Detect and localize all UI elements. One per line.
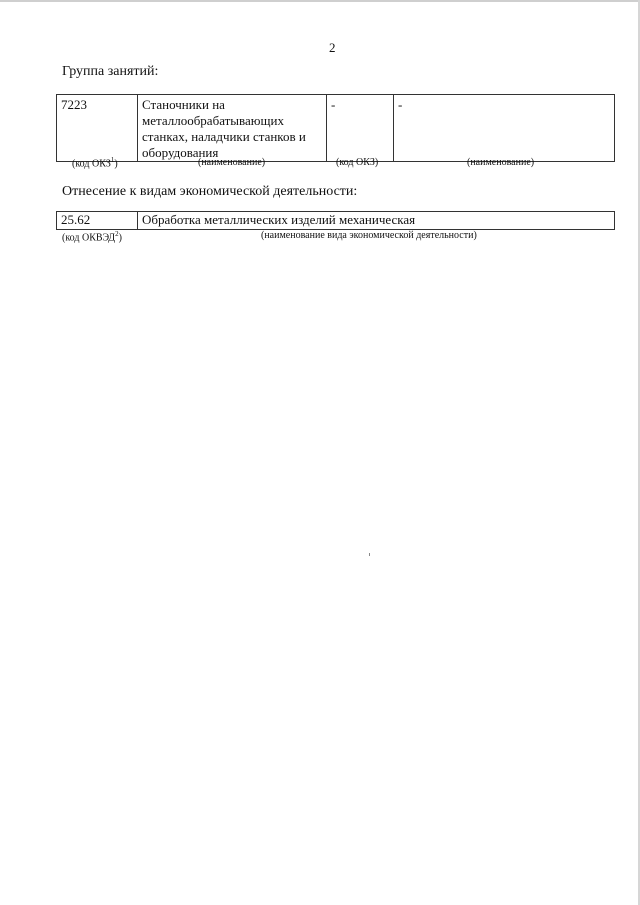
activity-name-cell: Обработка металлических изделий механическая <box>138 212 615 230</box>
occupation-group-table <box>56 94 615 162</box>
extra-occupation-name-caption: (наименование) <box>467 157 535 168</box>
okz-code-caption-text: (код ОКЗ <box>72 158 111 170</box>
occupation-group-title: Группа занятий: <box>62 64 159 79</box>
table-row <box>57 95 615 162</box>
extra-okz-code-cell: - <box>327 95 394 162</box>
activity-name-caption: (наименование вида экономической деятельности) <box>261 230 477 241</box>
footnote-marker: 2 <box>115 230 119 238</box>
page-top-edge <box>0 0 640 2</box>
okz-code-caption <box>72 156 118 169</box>
okz-code-cell: 7223 <box>57 95 138 162</box>
footnote-marker: 1 <box>110 156 115 164</box>
okved-code-caption <box>62 230 122 243</box>
scan-speck <box>369 553 370 556</box>
page-number: 2 <box>329 40 336 55</box>
occupation-name-caption: (наименование) <box>198 157 266 168</box>
extra-occupation-name-cell: - <box>394 95 615 162</box>
okved-code-caption-close: ) <box>118 232 122 244</box>
okved-code-caption-text: (код ОКВЭД <box>62 232 116 244</box>
table-row <box>57 212 615 230</box>
extra-okz-code-caption: (код ОКЗ) <box>336 157 379 168</box>
okved-code-cell: 25.62 <box>57 212 138 230</box>
okz-code-caption-close: ) <box>114 158 118 170</box>
economic-activity-table <box>56 211 615 230</box>
economic-activity-title: Отнесение к видам экономической деятельности: <box>62 184 358 199</box>
occupation-name-cell: Станочники на металлообрабатывающих станках, наладчики станков и оборудования <box>138 95 327 162</box>
